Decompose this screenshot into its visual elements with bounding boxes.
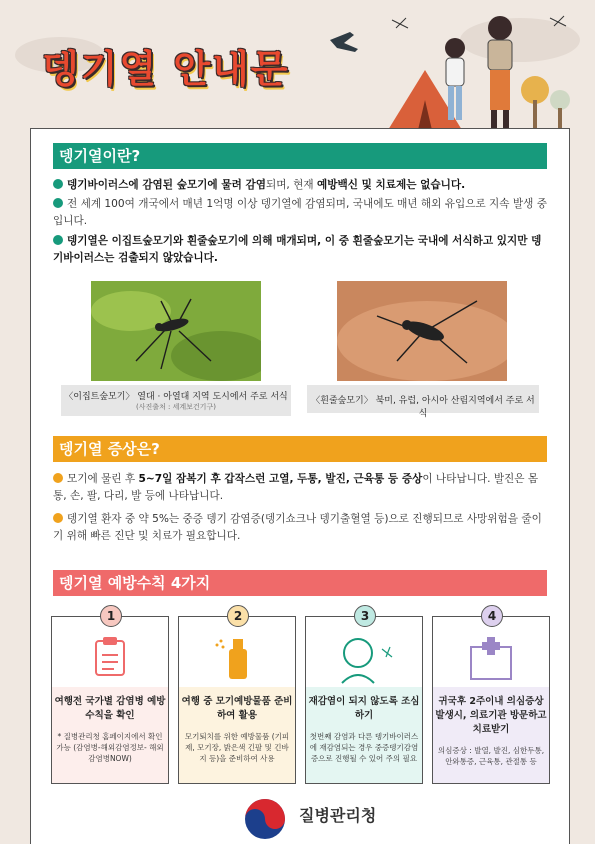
section-what-is-dengue-heading: 뎅기열이란?: [53, 143, 547, 169]
aedes-aegypti-photo: [91, 281, 261, 381]
para-severe: 뎅기열 환자 중 약 5%는 중증 뎅기 감염증(뎅기쇼크나 뎅기출혈열 등)으로 진행되므로 사망위험을 줄이기 위해 빠른 진단 및 치료가 필요합니다.: [53, 513, 542, 542]
bullet-icon: [53, 513, 63, 523]
content-card: [30, 128, 570, 844]
step-number: 3: [354, 605, 376, 627]
aedes-albopictus-photo: [337, 281, 507, 381]
para-infection: 뎅기바이러스에 감염된 숲모기에 물려 감염되며, 현재 예방백신 및 치료제는 없습니다.: [53, 177, 547, 194]
step-title: 여행전 국가별 감염병 예방수칙을 확인: [54, 696, 166, 721]
kdca-logo-icon: [243, 797, 287, 841]
step-number: 2: [227, 605, 249, 627]
agency-name: 질병관리청: [299, 806, 377, 825]
step-desc: * 질병관리청 홈페이지에서 확인 가능 (감염병-해외감염정보- 해외감염병NOW): [56, 732, 164, 763]
section-prevention-heading: 뎅기열 예방수칙 4가지: [53, 570, 547, 596]
sick-person-icon: [306, 629, 422, 687]
hospital-icon: [433, 629, 549, 687]
caption-aegypti: 〈이집트숲모기〉 열대 · 아열대 지역 도시에서 주로 서식 (사진출처 : 세계보건기구): [61, 385, 291, 416]
bullet-icon: [53, 198, 63, 208]
section-symptoms-heading: 뎅기열 증상은?: [53, 436, 547, 462]
prevention-step-4: [432, 609, 550, 784]
bullet-icon: [53, 179, 63, 189]
step-title: 귀국후 2주이내 의심증상 발생시, 의료기관 방문하고 치료받기: [435, 696, 547, 735]
airplane-icon: [330, 32, 358, 52]
step-title: 여행 중 모기예방물품 준비하여 활용: [181, 696, 293, 721]
step-number: 4: [481, 605, 503, 627]
step-desc: 모기퇴치를 위한 예방물품 (기피제, 모기장, 밝은색 긴팔 및 긴바지 등)을 준비하여 사용: [184, 732, 290, 763]
step-desc: 의심증상 : 발열, 발진, 심한두통, 안와통증, 근육통, 관절통 등: [437, 746, 545, 766]
prevention-step-2: [178, 609, 296, 784]
para-symptoms: 모기에 물린 후 5~7일 잠복기 후 갑작스런 고열, 두통, 발진, 근육통 등 증상이 나타납니다. 발진은 몸통, 손, 팔, 다리, 발 등에 나타납니다.: [53, 473, 539, 502]
header: [0, 0, 595, 135]
bullet-icon: [53, 235, 63, 245]
bullet-icon: [53, 473, 63, 483]
step-desc: 첫번째 감염과 다른 뎅기바이러스에 재감염되는 경우 중증뎅기감염증으로 진행될 수 있어 주의 필요: [309, 732, 419, 763]
step-title: 재감염이 되지 않도록 조심하기: [308, 696, 420, 721]
spray-bottle-icon: [179, 629, 295, 687]
clipboard-icon: [52, 629, 168, 687]
prevention-step-1: [51, 609, 169, 784]
caption-albopictus: 〈흰줄숲모기〉 북미, 유럽, 아시아 산림지역에서 주로 서식: [307, 385, 539, 413]
prevention-step-3: [305, 609, 423, 784]
para-vectors: 뎅기열은 이집트숲모기와 흰줄숲모기에 의해 매개되며, 이 중 흰줄숲모기는 국내에 서식하고 있지만 뎅기바이러스는 검출되지 않았습니다.: [53, 235, 542, 264]
step-number: 1: [100, 605, 122, 627]
page-title: 뎅기열 안내문: [42, 47, 290, 91]
para-worldwide: 전 세계 100여 개국에서 매년 1억명 이상 뎅기열에 감염되며, 국내에도 매년 해외 유입으로 지속 발생 중입니다.: [53, 198, 547, 227]
